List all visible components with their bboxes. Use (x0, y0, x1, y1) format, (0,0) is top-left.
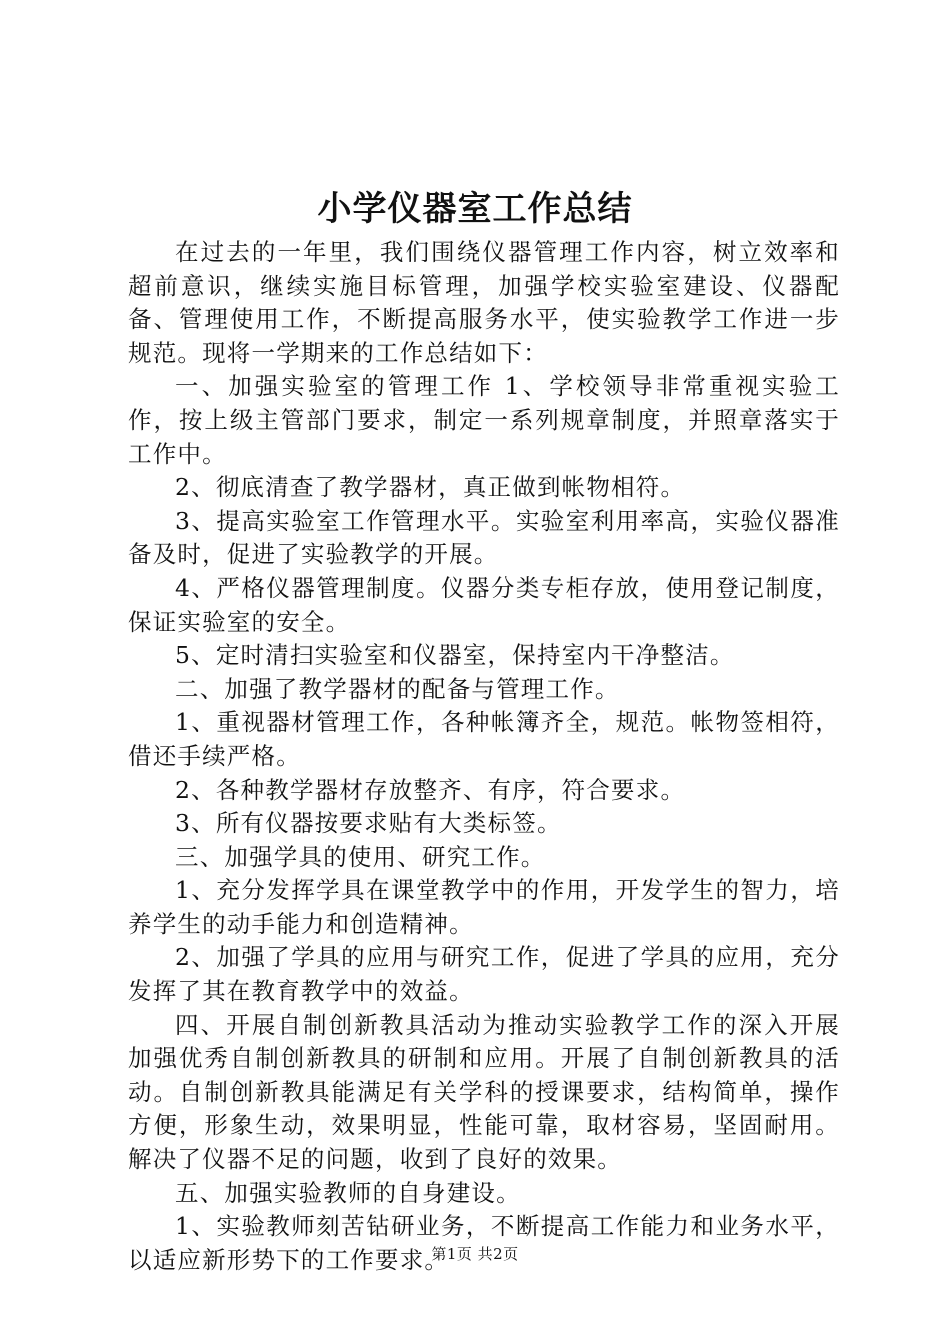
paragraph-item: 1、重视器材管理工作，各种帐簿齐全，规范。帐物签相符，借还手续严格。 (128, 708, 840, 770)
paragraph-section-5: 五、加强实验教师的自身建设。 (175, 1178, 521, 1207)
paragraph-item: 3、提高实验室工作管理水平。实验室利用率高，实验仪器准备及时，促进了实验教学的开展。 (128, 506, 840, 569)
paragraph-item: 1、实验教师刻苦钻研业务，不断提高工作能力和业务水平，以适应新形势下的工作要求。 (128, 1212, 840, 1274)
paragraph-item: 5、定时清扫实验室和仪器室，保持室内干净整洁。 (175, 641, 735, 670)
paragraph-intro: 在过去的一年里，我们围绕仪器管理工作内容，树立效率和超前意识，继续实施目标管理，加强学校实验室建设、仪器配备、管理使用工作，不断提高服务水平，使实验教学工作进一步规范。现将一学期来的工作总结如下： (128, 238, 840, 367)
paragraph-item: 1、充分发挥学具在课堂教学中的作用，开发学生的智力，培养学生的动手能力和创造精神。 (128, 876, 840, 938)
paragraph-item: 2、彻底清查了教学器材，真正做到帐物相符。 (175, 473, 686, 502)
paragraph-item: 4、严格仪器管理制度。仪器分类专柜存放，使用登记制度，保证实验室的安全。 (128, 573, 840, 636)
paragraph-item: 2、加强了学具的应用与研究工作，促进了学具的应用，充分发挥了其在教育教学中的效益。 (128, 943, 840, 1006)
paragraph-section-3: 三、加强学具的使用、研究工作。 (175, 842, 546, 871)
document-title: 小学仪器室工作总结 (317, 189, 633, 229)
page-indicator: 第1页 共2页 (431, 1245, 519, 1263)
paragraph-item: 2、各种教学器材存放整齐、有序，符合要求。 (175, 775, 686, 804)
document-body (128, 236, 840, 1277)
paragraph-section-1: 一、加强实验室的管理工作 1、学校领导非常重视实验工作，按上级主管部门要求，制定一系列规章制度，并照章落实于工作中。 (128, 372, 840, 468)
paragraph-item: 3、所有仪器按要求贴有大类标签。 (175, 809, 562, 838)
paragraph-section-2: 二、加强了教学器材的配备与管理工作。 (175, 674, 620, 703)
paragraph-section-4: 四、开展自制创新教具活动为推动实验教学工作的深入开展加强优秀自制创新教具的研制和应用。开展了自制创新教具的活动。自制创新教具能满足有关学科的授课要求，结构简单，操作方便，形象生动，效果明显，性能可靠，取材容易，坚固耐用。解决了仪器不足的问题，收到了良好的效果。 (128, 1010, 840, 1174)
